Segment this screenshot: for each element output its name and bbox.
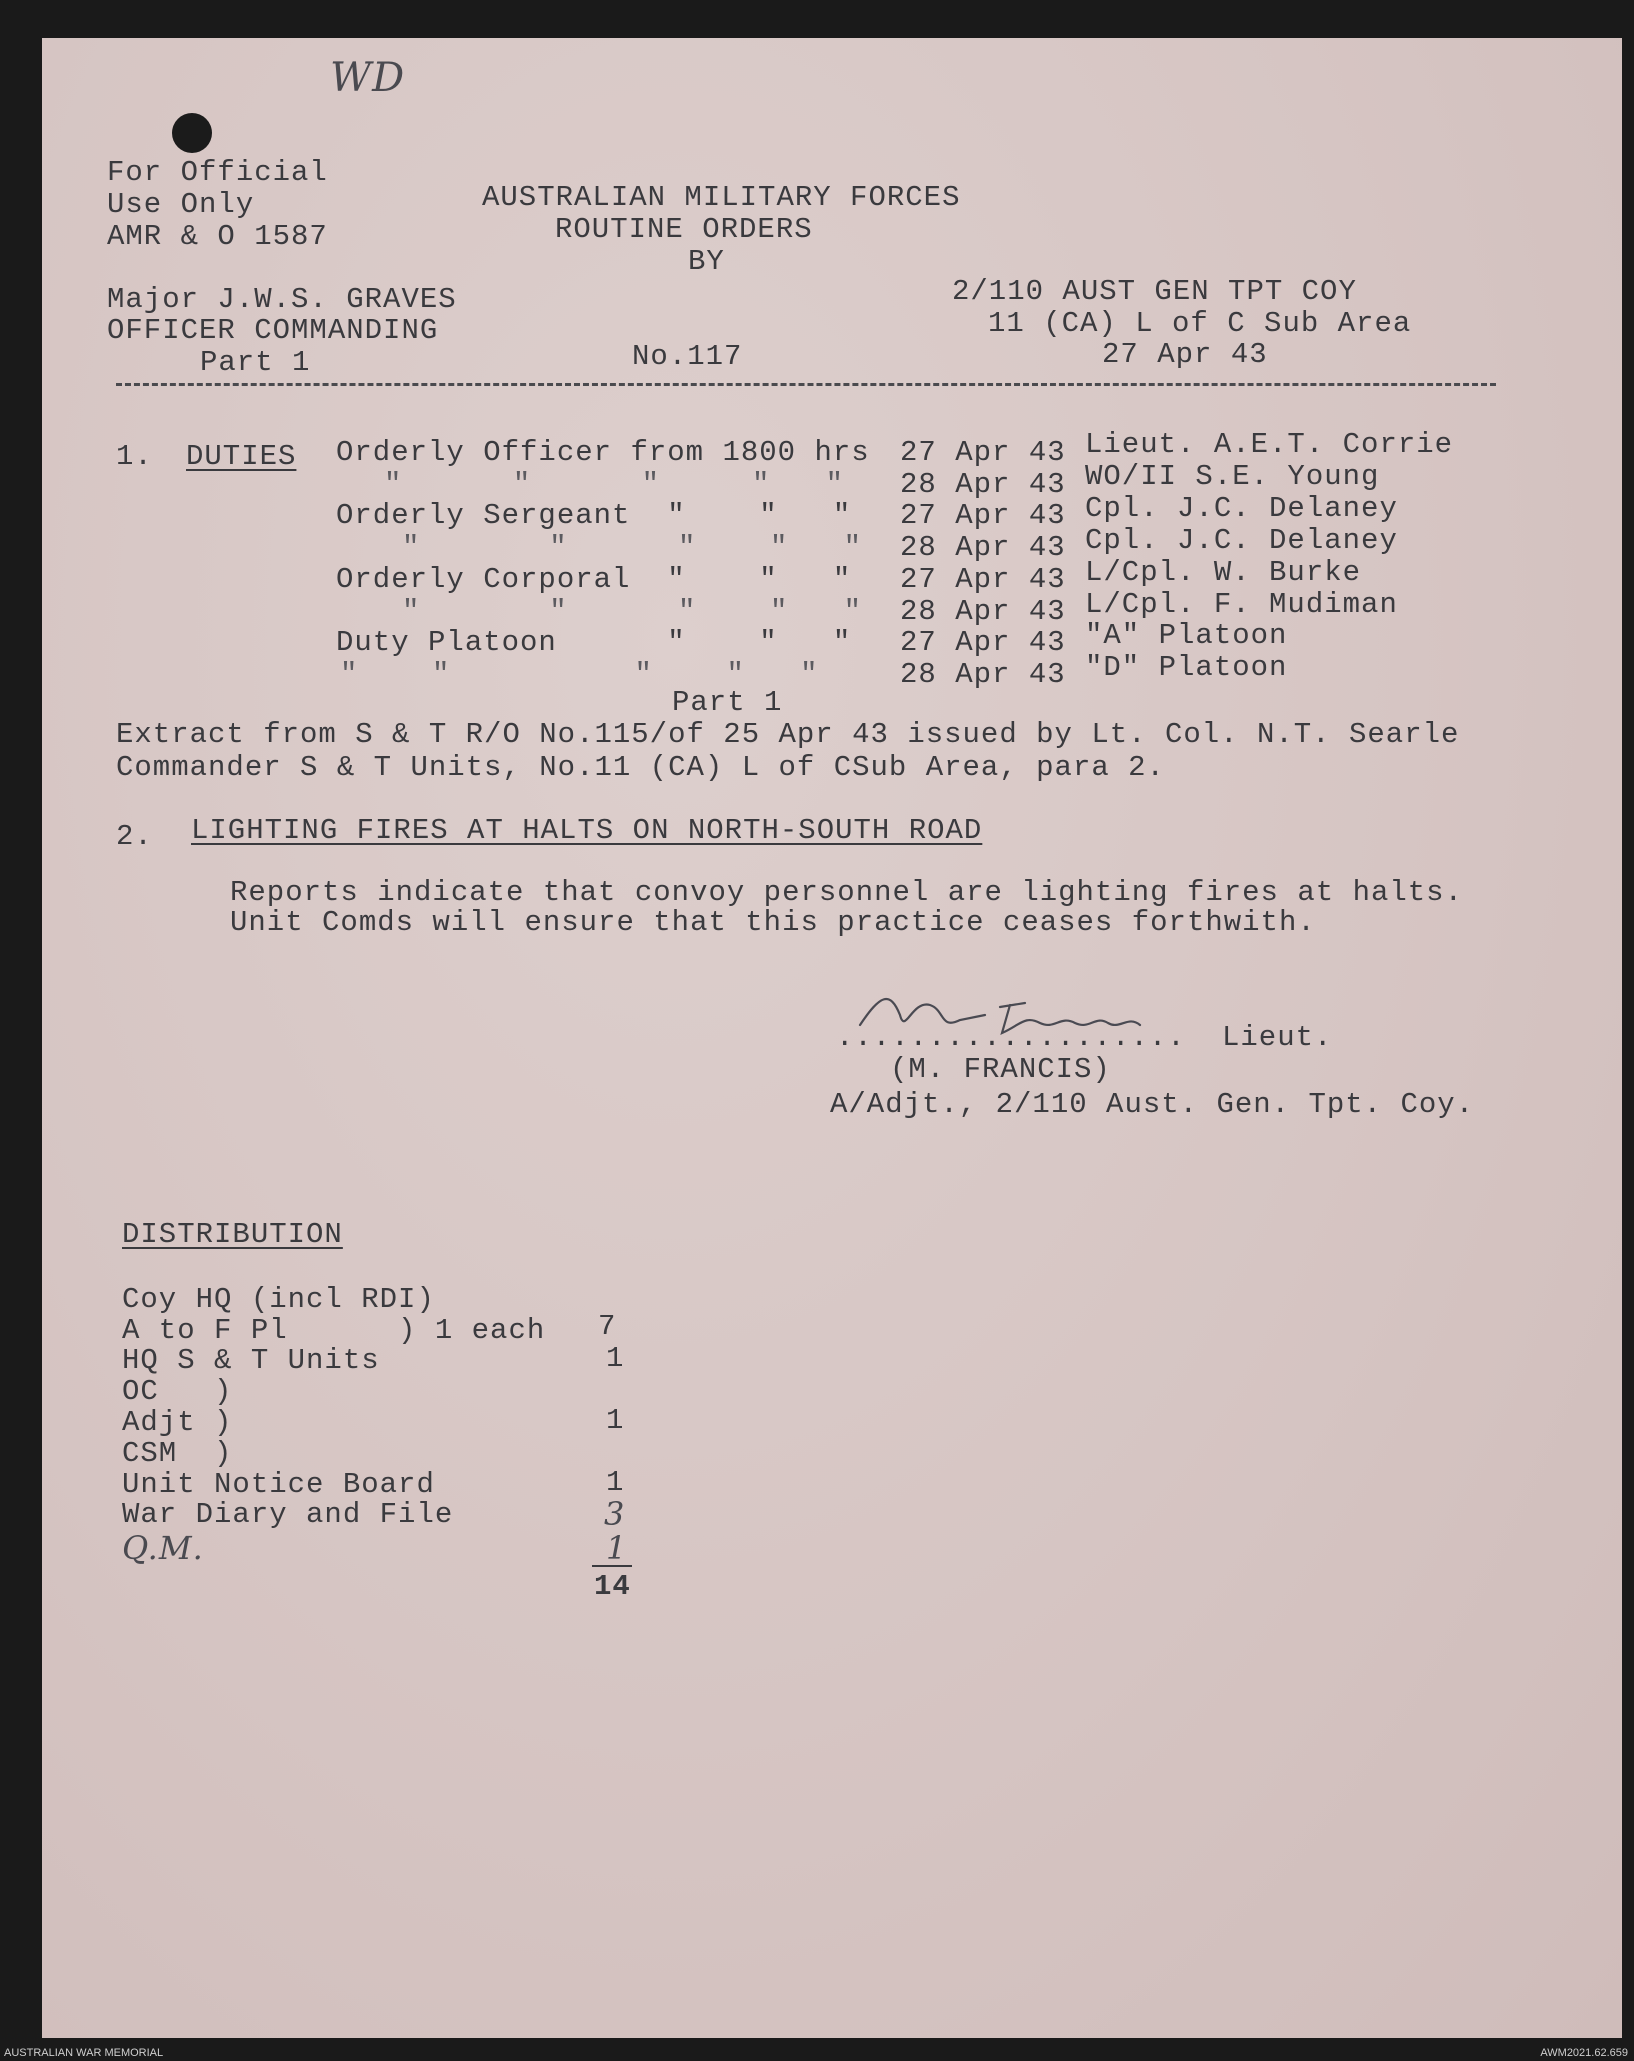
document-subtitle: ROUTINE ORDERS (555, 213, 813, 246)
commander-name: Major J.W.S. GRAVES (107, 283, 457, 316)
distribution-row-label: War Diary and File (122, 1498, 454, 1531)
commander-title: OFFICER COMMANDING (107, 314, 439, 347)
distribution-row-label: OC ) (122, 1375, 233, 1408)
duty-role: Orderly Corporal " " " (336, 563, 852, 596)
duty-date: 28 Apr 43 (900, 595, 1066, 628)
duty-date: 27 Apr 43 (900, 436, 1066, 469)
order-date: 27 Apr 43 (1102, 338, 1268, 371)
duty-assignee: Cpl. J.C. Delaney (1085, 492, 1398, 525)
distribution-row-label: Unit Notice Board (122, 1468, 435, 1501)
distribution-row-label: CSM ) (122, 1437, 233, 1470)
item2-body-2: Unit Comds will ensure that this practice ceases forthwith. (230, 906, 1316, 939)
item2-heading: LIGHTING FIRES AT HALTS ON NORTH-SOUTH ROAD (191, 814, 983, 847)
duty-assignee: Cpl. J.C. Delaney (1085, 524, 1398, 557)
duty-role: Orderly Officer from 1800 hrs (336, 436, 870, 469)
distribution-row-count: 3 (604, 1495, 626, 1533)
duty-assignee: WO/II S.E. Young (1085, 460, 1380, 493)
distribution-qm-label: Q.M. (122, 1529, 204, 1567)
item2-number: 2. (116, 820, 153, 853)
duty-role: " " " " " (402, 531, 863, 564)
distribution-qm-count: 1 (606, 1529, 628, 1567)
distribution-row-label: Adjt ) (122, 1406, 233, 1439)
duty-role: Orderly Sergeant " " " (336, 499, 852, 532)
duty-assignee: L/Cpl. F. Mudiman (1085, 588, 1398, 621)
total-rule (592, 1565, 632, 1567)
duty-date: 27 Apr 43 (900, 626, 1066, 659)
duty-role: Duty Platoon " " " (336, 626, 852, 659)
document-by: BY (688, 245, 725, 278)
duty-assignee: "A" Platoon (1085, 619, 1288, 652)
duty-assignee: "D" Platoon (1085, 651, 1288, 684)
duty-date: 27 Apr 43 (900, 499, 1066, 532)
distribution-row-count: 1 (606, 1404, 625, 1437)
distribution-total: 14 (594, 1570, 631, 1603)
punch-hole (172, 113, 212, 153)
duty-role: " " " " " (340, 658, 819, 691)
extract-part-label: Part 1 (672, 686, 783, 719)
duty-role: " " " " " (402, 595, 863, 628)
handwritten-annotation: WD (330, 55, 406, 101)
unit-area: 11 (CA) L of C Sub Area (988, 307, 1412, 340)
part-label: Part 1 (200, 346, 311, 379)
unit-name: 2/110 AUST GEN TPT COY (952, 275, 1357, 308)
signature-rank: Lieut. (1222, 1021, 1333, 1054)
distribution-row-label: A to F Pl ) 1 each (122, 1314, 546, 1347)
distribution-row-count: 1 (606, 1466, 625, 1499)
official-use-line-1: For Official (107, 156, 328, 189)
extract-line-1: Extract from S & T R/O No.115/of 25 Apr 43 issued by Lt. Col. N.T. Searle (116, 718, 1460, 751)
footer-accession: AWM2021.62.659 (1540, 2047, 1628, 2059)
duties-heading: DUTIES (186, 440, 297, 473)
footer-institution: AUSTRALIAN WAR MEMORIAL (4, 2047, 164, 2059)
official-use-line-3: AMR & O 1587 (107, 220, 328, 253)
item2-body-1: Reports indicate that convoy personnel are lighting fires at halts. (230, 876, 1463, 909)
distribution-heading: DISTRIBUTION (122, 1218, 343, 1251)
extract-line-2: Commander S & T Units, No.11 (CA) L of CSub Area, para 2. (116, 751, 1165, 784)
official-use-line-2: Use Only (107, 188, 255, 221)
distribution-row-label: HQ S & T Units (122, 1344, 380, 1377)
order-number: No.117 (632, 340, 743, 373)
duty-date: 28 Apr 43 (900, 658, 1066, 691)
distribution-row-count: 7 (598, 1310, 617, 1343)
duty-date: 27 Apr 43 (900, 563, 1066, 596)
duty-date: 28 Apr 43 (900, 468, 1066, 501)
duty-assignee: Lieut. A.E.T. Corrie (1085, 428, 1454, 461)
signature-dots: ................... (836, 1021, 1186, 1054)
duties-number: 1. (116, 440, 153, 473)
distribution-row-label: Coy HQ (incl RDI) (122, 1283, 435, 1316)
duty-date: 28 Apr 43 (900, 531, 1066, 564)
distribution-row-count: 1 (606, 1342, 625, 1375)
signatory-title: A/Adjt., 2/110 Aust. Gen. Tpt. Coy. (830, 1088, 1475, 1121)
signatory-name: (M. FRANCIS) (890, 1053, 1111, 1086)
duty-assignee: L/Cpl. W. Burke (1085, 556, 1362, 589)
document-title: AUSTRALIAN MILITARY FORCES (482, 181, 961, 214)
duty-role: " " " " " (384, 468, 845, 501)
separator-line (116, 383, 1496, 386)
